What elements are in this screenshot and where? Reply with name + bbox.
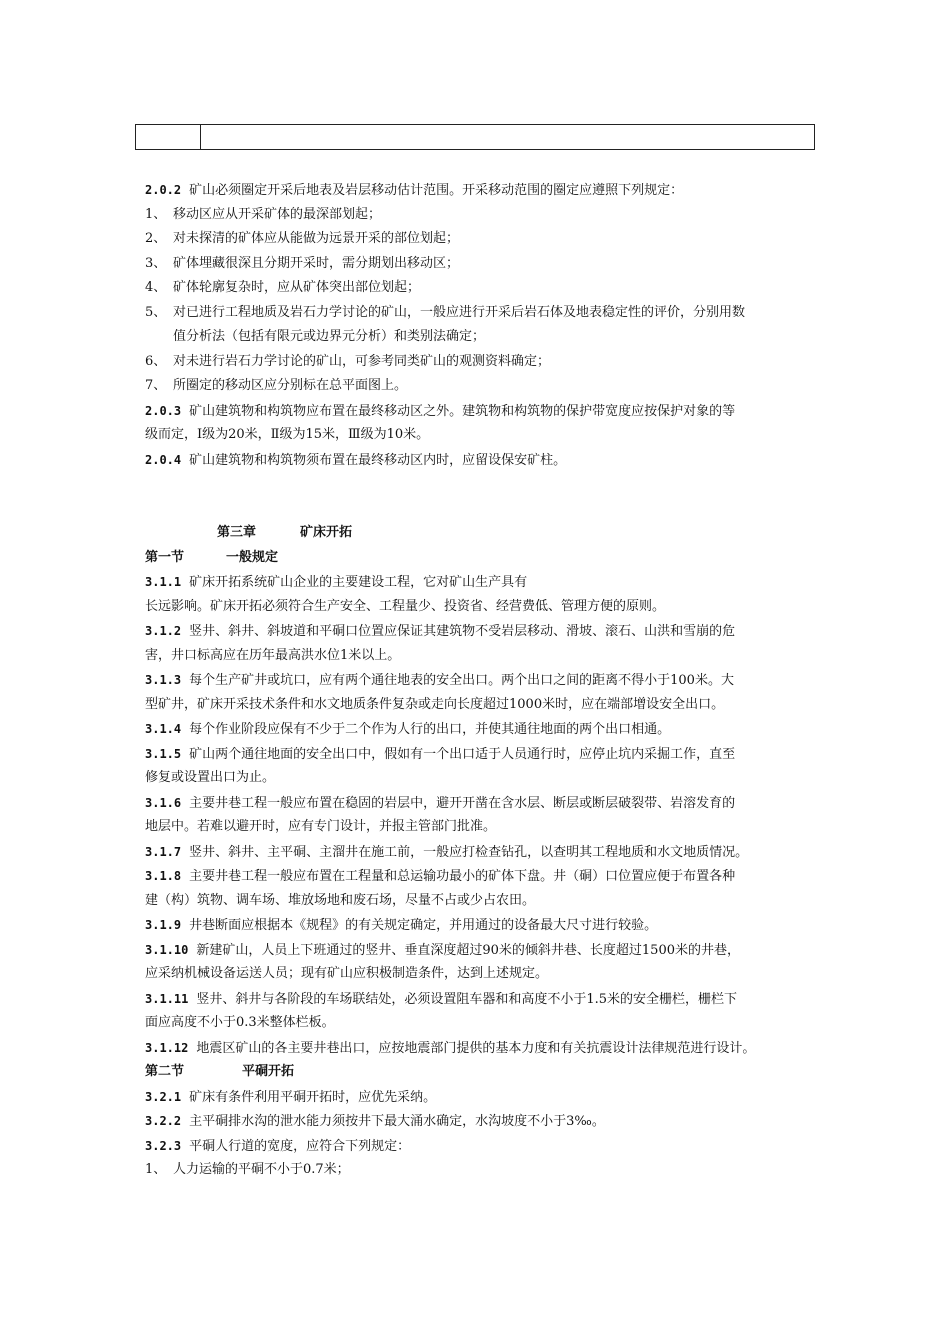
- list-item: [145, 374, 820, 399]
- document-body: [145, 178, 820, 1183]
- clause-text: 竖井、斜井、斜坡道和平硐口位置应保证其建筑物不受岩层移动、滑坡、滚石、山洪和雪崩的危: [189, 624, 736, 639]
- list-item-continuation: 值分析法（包括有限元或边界元分析）和类别法确定；: [173, 329, 486, 344]
- list-marker: 3、: [145, 255, 167, 271]
- clause-continuation: 级而定，Ⅰ级为20米，Ⅱ级为15米，Ⅲ级为10米。: [145, 427, 430, 442]
- paragraph-2-0-4: [145, 448, 820, 473]
- clause-text: 矿山建筑物和构筑物须布置在最终移动区内时，应留设保安矿柱。: [189, 452, 567, 468]
- list-marker: 6、: [145, 353, 167, 369]
- clause-number: 3.1.10: [145, 942, 189, 957]
- section-label: 第一节: [145, 549, 185, 565]
- clause-continuation: 型矿井，矿床开采技术条件和水文地质条件复杂或走向长度超过1000米时，应在端部增设安全出口。: [145, 696, 725, 712]
- clause-number: 3.2.3: [145, 1138, 182, 1153]
- clause-text: 矿山建筑物和构筑物应布置在最终移动区之外。建筑物和构筑物的保护带宽度应按保护对象的等: [189, 403, 736, 419]
- clause-continuation: 长远影响。矿床开拓必须符合生产安全、工程量少、投资省、经营费低、管理方便的原则。: [145, 598, 666, 614]
- list-text: 对未进行岩石力学讨论的矿山，可参考同类矿山的观测资料确定；: [173, 353, 551, 369]
- clause-3-1-5: [145, 742, 820, 767]
- clause-text: 井巷断面应根据本《规程》的有关规定确定，并用通过的设备最大尺寸进行较验。: [189, 918, 658, 933]
- section-title: 一般规定: [226, 549, 279, 565]
- chapter-title: 矿床开拓: [300, 525, 353, 540]
- list-item: [145, 301, 820, 326]
- clause-3-1-2: [145, 619, 820, 644]
- section-heading: [145, 546, 820, 571]
- clause-3-1-7: [145, 840, 820, 865]
- clause-continuation: 修复或设置出口为止。: [145, 770, 276, 785]
- list-text: 矿体埋藏很深且分期开采时，需分期划出移动区；: [173, 255, 460, 271]
- clause-text: 地震区矿山的各主要井巷出口，应按地震部门提供的基本力度和有关抗震设计法律规范进行设计。: [196, 1040, 756, 1056]
- clause-number: 3.1.8: [145, 869, 182, 883]
- section-label: 第二节: [145, 1064, 185, 1079]
- clause-text: 平硐人行道的宽度，应符合下列规定：: [189, 1138, 411, 1154]
- clause-3-1-8: [145, 864, 820, 889]
- list-item: [145, 252, 820, 277]
- clause-number: 3.1.7: [145, 844, 182, 859]
- list-text: 对已进行工程地质及岩石力学讨论的矿山，一般应进行开采后岩石体及地表稳定性的评价，分别用数: [173, 304, 746, 320]
- clause-3-2-3: [145, 1134, 820, 1159]
- clause-number: 2.0.3: [145, 403, 182, 418]
- clause-3-1-4: [145, 717, 820, 742]
- list-text: 移动区应从开采矿体的最深部划起；: [173, 206, 382, 222]
- chapter-label: 第三章: [217, 525, 257, 540]
- section-heading: [145, 1060, 820, 1085]
- clause-3-1-3: [145, 668, 820, 693]
- clause-text: 矿床有条件利用平硐开拓时，应优先采纳。: [189, 1089, 437, 1105]
- clause-text: 主平硐排水沟的泄水能力须按井下最大涌水确定，水沟坡度不小于3‰。: [189, 1114, 605, 1129]
- list-item: [145, 203, 820, 228]
- clause-continuation: 地层中。若难以避开时，应有专门设计，并报主管部门批准。: [145, 819, 497, 834]
- clause-number: 3.1.5: [145, 746, 182, 761]
- clause-number: 3.1.9: [145, 918, 182, 932]
- clause-number: 3.2.2: [145, 1114, 182, 1128]
- clause-number: 3.1.11: [145, 991, 189, 1006]
- header-table: [135, 124, 815, 150]
- spacer: [145, 472, 820, 521]
- clause-continuation: 面应高度不小于0.3米整体栏板。: [145, 1015, 335, 1030]
- clause-continuation: 害，井口标高应在历年最高洪水位1米以上。: [145, 647, 401, 663]
- list-marker: 1、: [145, 1162, 167, 1177]
- clause-number: 2.0.2: [145, 183, 182, 197]
- clause-3-1-1: [145, 570, 820, 595]
- clause-number: 3.1.6: [145, 795, 182, 810]
- clause-number: 3.1.4: [145, 722, 182, 736]
- section-title: 平硐开拓: [242, 1064, 295, 1079]
- list-item: [145, 350, 820, 375]
- clause-continuation: 应采纳机械设备运送人员；现有矿山应积极制造条件，达到上述规定。: [145, 966, 549, 981]
- clause-text: 矿床开拓系统矿山企业的主要建设工程，它对矿山生产具有: [189, 575, 528, 590]
- clause-text: 矿山两个通往地面的安全出口中，假如有一个出口适于人员通行时，应停止坑内采掘工作，直至: [189, 746, 736, 762]
- list-item: [145, 1158, 820, 1183]
- list-marker: 2、: [145, 231, 167, 246]
- clause-3-1-12: [145, 1036, 820, 1061]
- clause-text: 矿山必须圈定开采后地表及岩层移动估计范围。开采移动范围的圈定应遵照下列规定：: [189, 183, 684, 198]
- list-item: [145, 227, 820, 252]
- clause-number: 3.1.1: [145, 575, 182, 589]
- clause-text: 竖井、斜井与各阶段的车场联结处，必须设置阻车器和和高度不小于1.5米的安全栅栏，栅栏下: [196, 991, 738, 1007]
- clause-3-1-6: [145, 791, 820, 816]
- clause-3-1-11: [145, 987, 820, 1012]
- chapter-heading: [145, 521, 820, 546]
- clause-text: 主要井巷工程一般应布置在工程量和总运输功最小的矿体下盘。井（硐）口位置应便于布置各种: [189, 869, 736, 884]
- list-text: 人力运输的平硐不小于0.7米；: [173, 1162, 350, 1177]
- clause-3-1-10: [145, 938, 820, 963]
- clause-number: 3.1.12: [145, 1040, 189, 1055]
- clause-text: 主要井巷工程一般应布置在稳固的岩层中，避开开凿在含水层、断层或断层破裂带、岩溶发育的: [189, 795, 736, 811]
- clause-number: 3.2.1: [145, 1089, 182, 1104]
- clause-text: 每个作业阶段应保有不少于二个作为人行的出口，并使其通往地面的两个出口相通。: [189, 722, 671, 737]
- clause-number: 2.0.4: [145, 452, 182, 467]
- clause-continuation: 建（构）筑物、调车场、堆放场地和废石场，尽量不占或少占农田。: [145, 892, 536, 908]
- paragraph-2-0-3: [145, 399, 820, 424]
- list-item: [145, 276, 820, 301]
- clause-3-2-2: [145, 1109, 820, 1134]
- list-text: 矿体轮廓复杂时，应从矿体突出部位划起；: [173, 280, 421, 295]
- list-text: 对未探清的矿体应从能做为远景开采的部位划起；: [173, 231, 460, 246]
- clause-number: 3.1.2: [145, 624, 182, 638]
- header-table-divider: [200, 125, 201, 149]
- clause-3-1-9: [145, 913, 820, 938]
- clause-text: 每个生产矿井或坑口，应有两个通往地表的安全出口。两个出口之间的距离不得小于100米。大: [189, 673, 734, 688]
- clause-text: 竖井、斜井、主平硐、主溜井在施工前，一般应打检查钻孔，以查明其工程地质和水文地质情况。: [189, 844, 749, 860]
- list-marker: 7、: [145, 378, 167, 393]
- clause-number: 3.1.3: [145, 673, 182, 687]
- list-marker: 5、: [145, 304, 167, 320]
- clause-3-2-1: [145, 1085, 820, 1110]
- paragraph-2-0-2: [145, 178, 820, 203]
- list-marker: 4、: [145, 280, 167, 295]
- clause-text: 新建矿山，人员上下班通过的竖井、垂直深度超过90米的倾斜井巷、长度超过1500米的井巷，: [196, 942, 740, 958]
- list-text: 所圈定的移动区应分别标在总平面图上。: [173, 378, 408, 393]
- list-marker: 1、: [145, 206, 167, 222]
